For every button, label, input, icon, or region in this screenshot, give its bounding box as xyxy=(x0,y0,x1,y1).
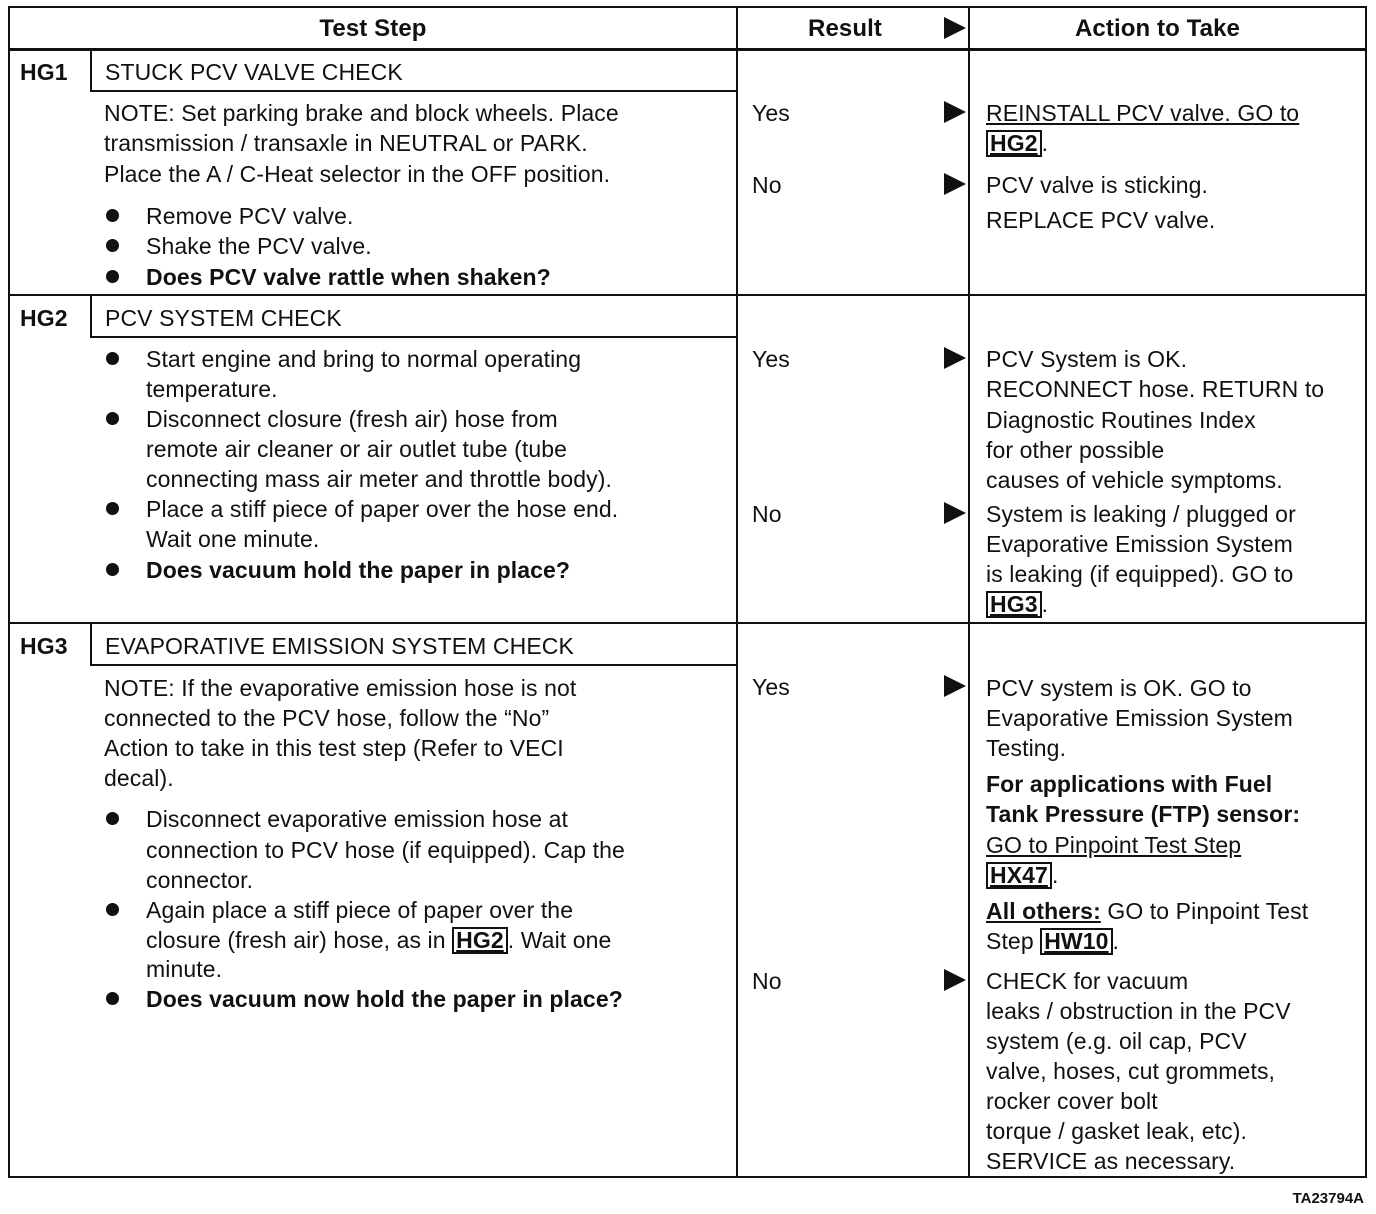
bullet-text: closure (fresh air) hose, as in xyxy=(146,927,453,953)
action-no-line: torque / gasket leak, etc). xyxy=(986,1118,1247,1144)
bullet-text: Disconnect evaporative emission hose at xyxy=(146,806,568,832)
bullet-text: Remove PCV valve. xyxy=(146,203,354,229)
step-ref-link[interactable]: HX47 xyxy=(986,862,1052,889)
arrow-right-icon xyxy=(944,101,966,123)
action-yes-line: PCV System is OK. xyxy=(986,346,1188,372)
ftp-heading-line: For applications with Fuel xyxy=(986,771,1273,797)
arrow-right-icon xyxy=(944,675,966,697)
bullet-text: minute. xyxy=(146,956,223,982)
others-label: All others: xyxy=(986,898,1101,924)
bullet-icon xyxy=(106,412,119,425)
bullet-icon xyxy=(106,502,119,515)
action-yes-line: Testing. xyxy=(986,735,1067,761)
note-line: Action to take in this test step (Refer to VECI xyxy=(104,735,564,761)
bullet-text: connection to PCV hose (if equipped). Cap the xyxy=(146,837,625,863)
ftp-go-line: GO to Pinpoint Test Step xyxy=(986,832,1242,858)
action-no-ref-line xyxy=(986,589,1048,619)
bullet-text: Place a stiff piece of paper over the hose end. xyxy=(146,496,619,522)
note-line: NOTE: If the evaporative emission hose is not xyxy=(104,675,577,701)
bullet-text: connector. xyxy=(146,867,254,893)
action-no-line: system (e.g. oil cap, PCV xyxy=(986,1028,1247,1054)
header-action: Action to Take xyxy=(1075,15,1240,42)
bullet-icon xyxy=(106,903,119,916)
bullet-text: Wait one minute. xyxy=(146,526,320,552)
others-ref-line xyxy=(986,926,1119,956)
step-ref-link[interactable]: HG2 xyxy=(452,927,508,954)
ref-period: . xyxy=(1041,130,1049,156)
result-yes: Yes xyxy=(752,100,790,126)
bullet-icon xyxy=(106,992,119,1005)
note-line: NOTE: Set parking brake and block wheels. Place xyxy=(104,100,619,126)
figure-code: TA23794A xyxy=(1292,1190,1364,1207)
action-no-line: leaks / obstruction in the PCV xyxy=(986,998,1291,1024)
arrow-right-icon xyxy=(944,347,966,369)
note-line: transmission / transaxle in NEUTRAL or PARK. xyxy=(104,130,588,156)
bullet-question: Does vacuum hold the paper in place? xyxy=(146,557,571,583)
result-no: No xyxy=(752,968,782,994)
others-text: GO to Pinpoint Test xyxy=(1100,898,1309,924)
note-line: decal). xyxy=(104,765,174,791)
action-no-line: rocker cover bolt xyxy=(986,1088,1158,1114)
step-id: HG1 xyxy=(20,59,68,85)
bullet-icon xyxy=(106,352,119,365)
step-id: HG2 xyxy=(20,305,68,331)
action-yes-line: for other possible xyxy=(986,437,1165,463)
ref-period: . xyxy=(1051,862,1059,888)
step-ref-link[interactable]: HG3 xyxy=(986,591,1042,618)
bullet-question: Does vacuum now hold the paper in place? xyxy=(146,986,623,1012)
reinstall-text: REINSTALL PCV valve. GO to xyxy=(986,100,1300,126)
action-no-line: CHECK for vacuum xyxy=(986,968,1189,994)
bullet-text: Start engine and bring to normal operating xyxy=(146,346,582,372)
bullet-text-ref-line xyxy=(146,925,611,955)
action-no-line: Evaporative Emission System xyxy=(986,531,1293,557)
action-no-line: PCV valve is sticking. xyxy=(986,172,1209,198)
bullet-text: . Wait one xyxy=(507,927,612,953)
bullet-icon xyxy=(106,563,119,576)
others-step: Step xyxy=(986,928,1041,954)
arrow-right-icon xyxy=(944,502,966,524)
bullet-text: Disconnect closure (fresh air) hose from xyxy=(146,406,558,432)
header-result: Result xyxy=(808,15,882,42)
step-title: PCV SYSTEM CHECK xyxy=(105,305,342,331)
result-yes: Yes xyxy=(752,674,790,700)
result-yes: Yes xyxy=(752,346,790,372)
ftp-heading-line: Tank Pressure (FTP) sensor: xyxy=(986,801,1301,827)
action-no-line: valve, hoses, cut grommets, xyxy=(986,1058,1276,1084)
step-ref-link[interactable]: HG2 xyxy=(986,130,1042,157)
action-no-line: REPLACE PCV valve. xyxy=(986,207,1216,233)
ref-period: . xyxy=(1041,591,1049,617)
bullet-text: connecting mass air meter and throttle body). xyxy=(146,466,613,492)
bullet-icon xyxy=(106,209,119,222)
step-title: STUCK PCV VALVE CHECK xyxy=(105,59,403,85)
note-line: connected to the PCV hose, follow the “No” xyxy=(104,705,550,731)
action-yes-line: causes of vehicle symptoms. xyxy=(986,467,1283,493)
bullet-text: Again place a stiff piece of paper over the xyxy=(146,897,574,923)
action-yes-line: PCV system is OK. GO to xyxy=(986,675,1252,701)
bullet-text: Shake the PCV valve. xyxy=(146,233,372,259)
header-arrow-icon xyxy=(944,17,966,39)
note-line: Place the A / C-Heat selector in the OFF position. xyxy=(104,161,611,187)
bullet-question: Does PCV valve rattle when shaken? xyxy=(146,264,551,290)
bullet-icon xyxy=(106,239,119,252)
action-yes-line: Evaporative Emission System xyxy=(986,705,1293,731)
action-no-line: is leaking (if equipped). GO to xyxy=(986,561,1294,587)
ftp-ref-line xyxy=(986,860,1058,890)
bullet-icon xyxy=(106,270,119,283)
action-yes-line xyxy=(986,98,1299,128)
action-yes-line: RECONNECT hose. RETURN to xyxy=(986,376,1325,402)
bullet-icon xyxy=(106,812,119,825)
result-no: No xyxy=(752,172,782,198)
action-no-line: SERVICE as necessary. xyxy=(986,1148,1236,1174)
action-yes-line: Diagnostic Routines Index xyxy=(986,407,1256,433)
result-no: No xyxy=(752,501,782,527)
ref-period: . xyxy=(1112,928,1120,954)
action-no-line: System is leaking / plugged or xyxy=(986,501,1296,527)
step-ref-link[interactable]: HW10 xyxy=(1040,928,1112,955)
others-line xyxy=(986,896,1308,926)
header-test-step: Test Step xyxy=(319,15,427,42)
step-id: HG3 xyxy=(20,633,68,659)
step-title: EVAPORATIVE EMISSION SYSTEM CHECK xyxy=(105,633,574,659)
bullet-text: temperature. xyxy=(146,376,278,402)
arrow-right-icon xyxy=(944,173,966,195)
action-yes-ref-line xyxy=(986,128,1048,158)
bullet-text: remote air cleaner or air outlet tube (tube xyxy=(146,436,568,462)
arrow-right-icon xyxy=(944,969,966,991)
